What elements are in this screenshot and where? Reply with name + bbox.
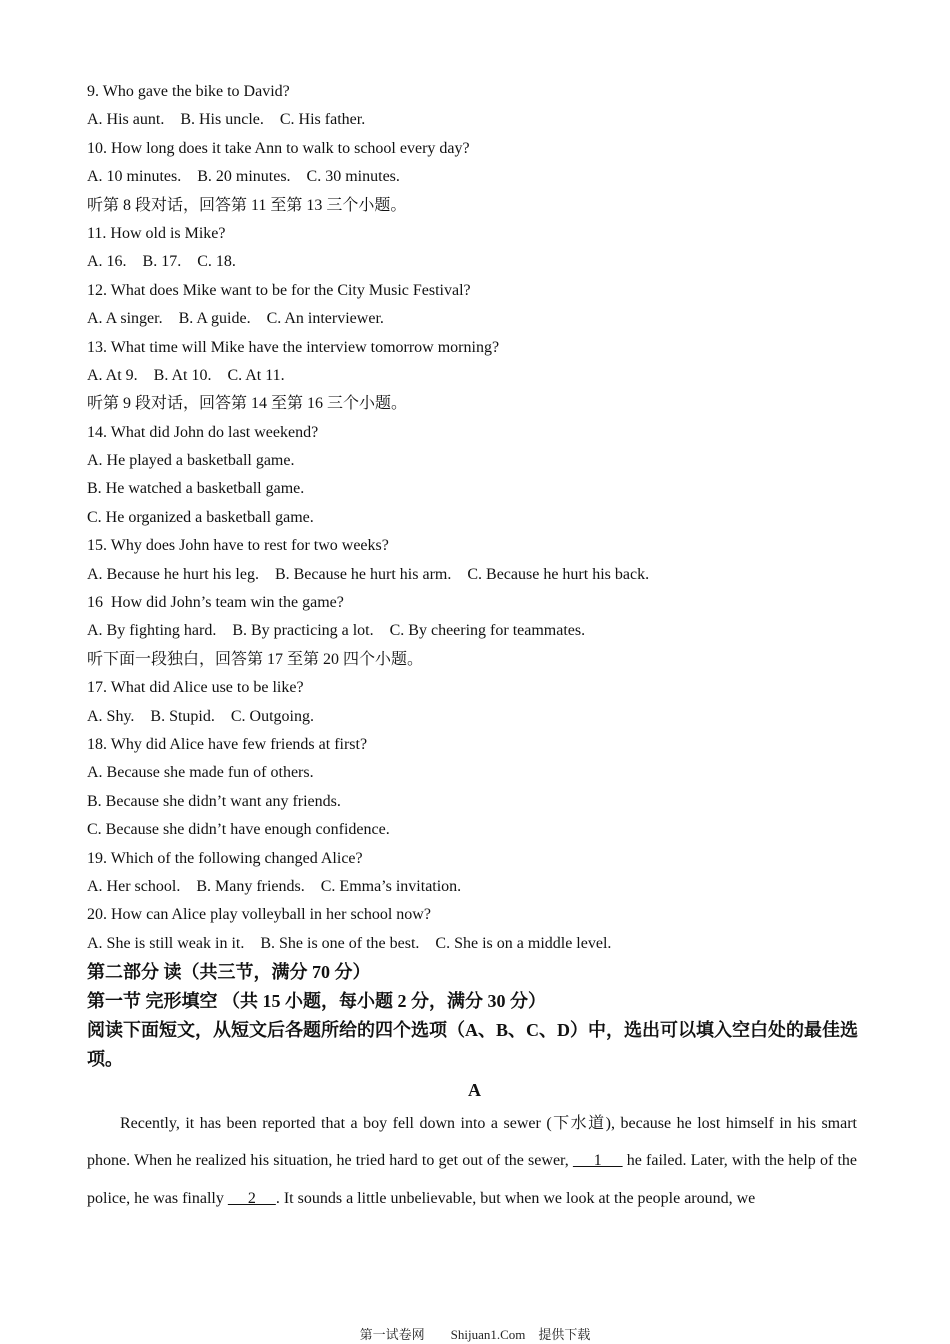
question-line: 15. Why does John have to rest for two weeks? — [87, 537, 389, 555]
question-line: 12. What does Mike want to be for the City Music Festival? — [87, 281, 471, 299]
question-line: A. Because she made fun of others. — [87, 764, 314, 782]
question-line: B. Because she didn’t want any friends. — [87, 792, 341, 810]
question-line: C. Because she didn’t have enough confidence. — [87, 821, 390, 839]
question-line: 14. What did John do last weekend? — [87, 423, 319, 441]
question-line: A. She is still weak in it. B. She is one of the best. C. She is on a middle level. — [87, 934, 612, 952]
instruction-text: 阅读下面短文，从短文后各题所给的四个选项（A、B、C、D）中，选出可以填入空白处的最佳选项。 — [87, 1020, 858, 1070]
question-line: 听下面一段独白，回答第 17 至第 20 四个小题。 — [87, 650, 424, 668]
passage-text: Recently, it has been reported that a boy fell down into a sewer (下水道), because he lost himself in his smart phone. When he realized his situation, he tried hard to get out of the sewer, — [87, 1115, 857, 1170]
page-content — [87, 78, 862, 1217]
question-line: A. A singer. B. A guide. C. An interviewer. — [87, 310, 384, 328]
question-line: A. Because he hurt his leg. B. Because he hurt his arm. C. Because he hurt his back. — [87, 565, 650, 583]
passage-text: . It sounds a little unbelievable, but when we look at the people around, we — [275, 1189, 756, 1207]
question-line: 听第 8 段对话，回答第 11 至第 13 三个小题。 — [87, 196, 407, 214]
question-line: A. Shy. B. Stupid. C. Outgoing. — [87, 707, 314, 725]
passage-label: A — [468, 1080, 481, 1101]
question-line: 20. How can Alice play volleyball in her school now? — [87, 906, 431, 924]
question-line: 13. What time will Mike have the interview tomorrow morning? — [87, 338, 500, 356]
question-line: 18. Why did Alice have few friends at first? — [87, 735, 368, 753]
question-line: 9. Who gave the bike to David? — [87, 83, 290, 100]
question-line: 听第 9 段对话，回答第 14 至第 16 三个小题。 — [87, 395, 408, 413]
question-line: 10. How long does it take Ann to walk to school every day? — [87, 139, 470, 157]
question-line: A. 10 minutes. B. 20 minutes. C. 30 minutes. — [87, 168, 400, 186]
question-line: 19. Which of the following changed Alice? — [87, 849, 363, 867]
blank-1: 1 — [572, 1152, 623, 1170]
passage-paragraph — [87, 1105, 857, 1217]
question-line: 11. How old is Mike? — [87, 224, 226, 242]
question-line: A. 16. B. 17. C. 18. — [87, 253, 236, 271]
question-line: A. His aunt. B. His uncle. C. His father. — [87, 111, 366, 129]
question-line: A. By fighting hard. B. By practicing a lot. C. By cheering for teammates. — [87, 622, 586, 640]
passage-text: he failed. Later, with the help of the police, he was finally — [87, 1152, 858, 1207]
question-line: 17. What did Alice use to be like? — [87, 679, 304, 697]
section-title: 第一节 完形填空 （共 15 小题，每小题 2 分，满分 30 分） — [87, 991, 546, 1012]
question-line: A. Her school. B. Many friends. C. Emma’s invitation. — [87, 877, 462, 895]
question-line: B. He watched a basketball game. — [87, 480, 305, 498]
page-footer: 第一试卷网 Shijuan1.Com 提供下载 — [359, 1327, 591, 1342]
question-line: A. He played a basketball game. — [87, 452, 295, 470]
question-list — [87, 78, 862, 958]
part-title: 第二部分 读（共三节，满分 70 分） — [87, 962, 371, 983]
question-line: A. At 9. B. At 10. C. At 11. — [87, 366, 285, 384]
question-line: 16 How did John’s team win the game? — [87, 594, 344, 612]
blank-2: 2 — [227, 1189, 276, 1207]
question-line: C. He organized a basketball game. — [87, 508, 314, 526]
